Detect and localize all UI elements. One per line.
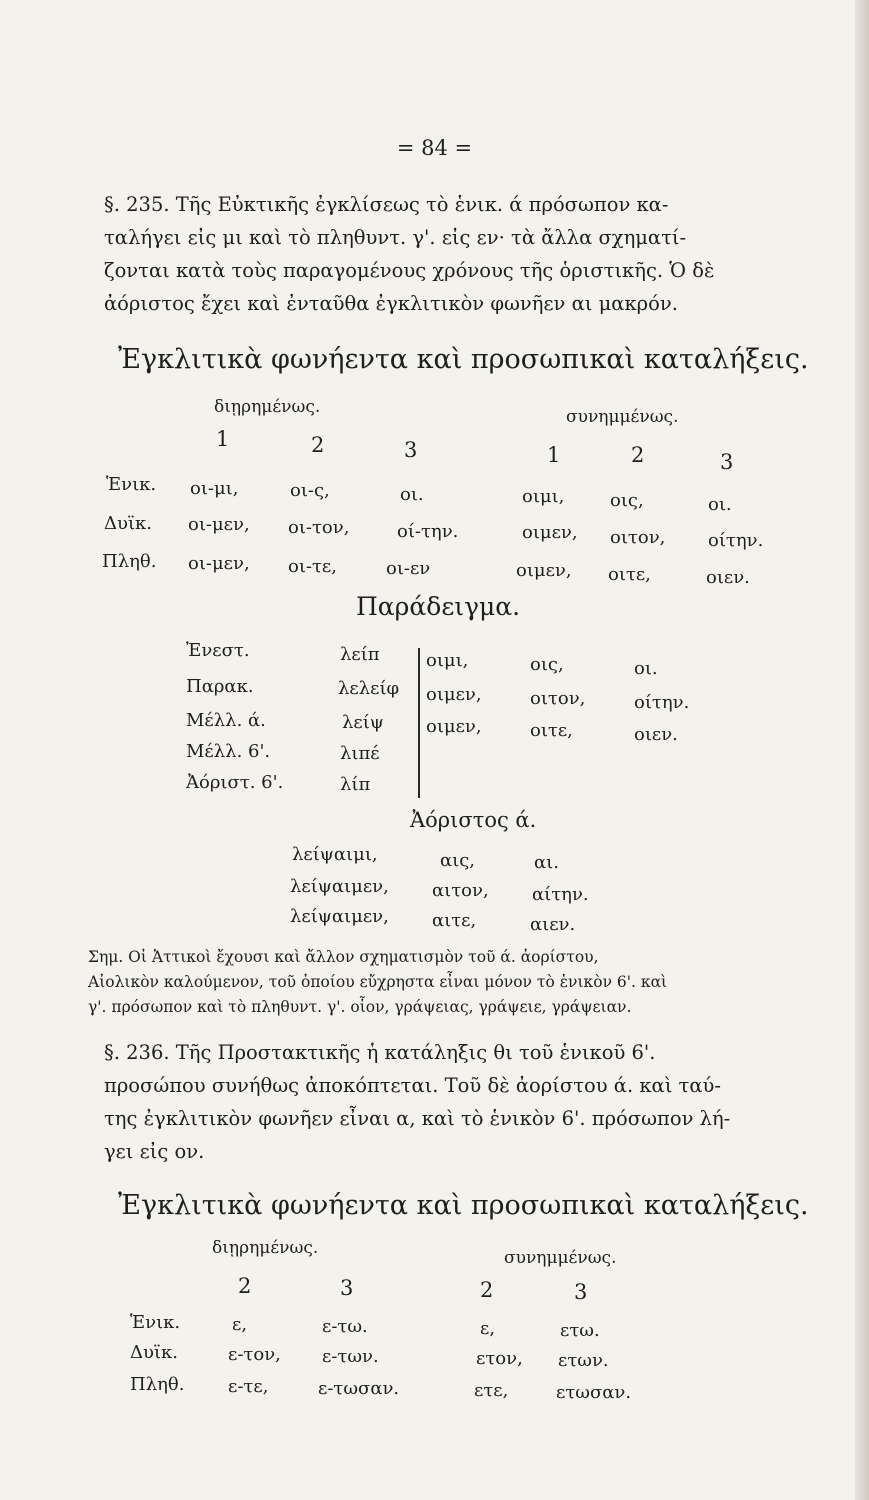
paradigm-bracket	[418, 648, 420, 798]
section-236-paragraph	[104, 1036, 776, 1168]
table1-number: 2	[631, 443, 645, 467]
table2-row-label: Δυϊκ.	[130, 1342, 178, 1363]
text-line: της ἐγκλιτικὸν φωνῆεν εἶναι α, καὶ τὸ ἑνικὸν 6'. πρόσωπον λή-	[104, 1107, 731, 1130]
page-number: = 84 =	[396, 136, 473, 160]
table2-cell: ετω.	[560, 1320, 600, 1341]
paradigm-ending: οιμεν,	[426, 716, 482, 737]
aorist-title: Ἀόριστος ά.	[410, 808, 537, 832]
text-line: γει εἰς ον.	[104, 1140, 205, 1163]
text-line: ζονται κατὰ τοὺς παραγομένους χρόνους τῆς ὁριστικῆς. Ὁ δὲ	[104, 259, 715, 282]
table1-sub-left: διῃρημένως.	[214, 397, 321, 417]
table2-cell: ε-των.	[322, 1346, 379, 1367]
aorist-form: λείψαιμεν,	[290, 906, 389, 927]
note-line: Σημ. Οἱ Ἀττικοὶ ἔχουσι καὶ ἄλλον σχηματισμὸν τοῦ ά. ἀορίστου,	[88, 948, 599, 966]
table1-row-label: Πληθ.	[102, 551, 157, 572]
paradigm-ending: οι.	[634, 658, 658, 679]
table1-row-label: Ἑνικ.	[106, 474, 157, 495]
table2-cell: ε-τον,	[228, 1344, 281, 1365]
table1-cell: οι-εν	[386, 558, 431, 579]
tense-stem: λείπ	[340, 644, 380, 665]
table2-cell: ε-τε,	[228, 1376, 269, 1397]
aorist-form: αιτε,	[432, 910, 477, 931]
table1-number: 1	[547, 443, 561, 467]
tense-label: Ἐνεστ.	[186, 640, 250, 661]
table1-cell: οιτον,	[610, 527, 666, 548]
table2-row-label: Πληθ.	[130, 1374, 185, 1395]
table1-number: 3	[404, 438, 418, 462]
table2-cell: ε,	[480, 1318, 496, 1339]
table2-cell: ετων.	[558, 1350, 609, 1371]
table2-cell: ετωσαν.	[556, 1382, 632, 1403]
tense-label: Ἀόριστ. 6'.	[186, 772, 284, 793]
table1-number: 3	[720, 450, 734, 474]
paradigm-ending: οιμεν,	[426, 684, 482, 705]
paradigm-ending: οις,	[530, 654, 564, 675]
table1-sub-right: συνημμένως.	[566, 407, 679, 427]
aorist-form: λείψαιμι,	[292, 844, 378, 865]
paradigm-ending: οιτε,	[530, 720, 573, 741]
table1-cell: οιτε,	[608, 564, 651, 585]
table1-cell: οις,	[610, 490, 644, 511]
table2-sub-right: συνημμένως.	[504, 1248, 617, 1268]
table2-number: 2	[238, 1274, 252, 1298]
aorist-form: αις,	[440, 850, 476, 871]
table1-cell: οι.	[400, 484, 424, 505]
table1-cell: οι-ς,	[290, 480, 330, 501]
text-line: §. 235. Τῆς Εὐκτικῆς ἐγκλίσεως τὸ ἑνικ. ά πρόσωπον κα-	[104, 193, 669, 216]
paradigm-title: Παράδειγμα.	[356, 592, 521, 621]
table2-heading: Ἐγκλιτικὰ φωνήεντα καὶ προσωπικαὶ καταλήξεις.	[118, 1190, 809, 1221]
aorist-form: λείψαιμεν,	[290, 876, 389, 897]
table2-cell: ε-τω.	[322, 1316, 368, 1337]
table1-number: 2	[311, 433, 325, 457]
tense-stem: λείψ	[342, 712, 384, 733]
table1-cell: οιμεν,	[522, 522, 578, 543]
text-line: §. 236. Τῆς Προστακτικῆς ἡ κατάληξις θι τοῦ ἑνικοῦ 6'.	[104, 1041, 656, 1064]
table1-cell: οιμεν,	[516, 560, 572, 581]
table1-cell: οι-μεν,	[188, 553, 250, 574]
table1-cell: οι.	[708, 494, 732, 515]
table1-cell: οι-μι,	[190, 478, 239, 499]
table2-number: 3	[574, 1280, 588, 1304]
table1-cell: οιεν.	[706, 567, 750, 588]
tense-stem: λίπ	[340, 774, 371, 795]
text-line: ταλήγει εἰς μι καὶ τὸ πληθυντ. γ'. εἰς εν· τὰ ἄλλα σχηματί-	[104, 226, 687, 249]
table1-cell: οι-τον,	[288, 517, 350, 538]
tense-stem: λιπέ	[340, 743, 380, 764]
table2-cell: ε,	[232, 1314, 248, 1335]
table2-number: 2	[480, 1278, 494, 1302]
tense-label: Μέλλ. 6'.	[186, 741, 271, 762]
table2-cell: ε-τωσαν.	[318, 1378, 400, 1399]
table1-row-label: Δυϊκ.	[104, 513, 152, 534]
tense-stem: λελείφ	[338, 678, 400, 699]
table1-cell: οιμι,	[522, 486, 565, 507]
table2-sub-left: διῃρημένως.	[212, 1238, 319, 1258]
table1-cell: οί-την.	[397, 521, 459, 542]
aorist-form: αιτον,	[432, 880, 489, 901]
paradigm-ending: οιτον,	[530, 688, 586, 709]
note-line: Αἰολικὸν καλούμενον, τοῦ ὁποίου εὔχρηστα εἶναι μόνον τὸ ἑνικὸν 6'. καὶ	[88, 973, 668, 991]
text-line: προσώπου συνήθως ἀποκόπτεται. Τοῦ δὲ ἀορίστου ά. καὶ ταύ-	[104, 1074, 721, 1097]
paradigm-ending: οιεν.	[634, 724, 678, 745]
page-edge	[855, 0, 869, 1500]
note-line: γ'. πρόσωπον καὶ τὸ πληθυντ. γ'. οἷον, γράψειας, γράψειε, γράψειαν.	[88, 998, 632, 1016]
aorist-form: αίτην.	[532, 884, 589, 905]
tense-label: Μέλλ. ά.	[186, 710, 266, 731]
table1-heading: Ἐγκλιτικὰ φωνήεντα καὶ προσωπικαὶ καταλήξεις.	[118, 344, 809, 375]
table1-cell: οι-τε,	[288, 556, 337, 577]
paradigm-ending: οίτην.	[634, 692, 690, 713]
table2-cell: ετε,	[474, 1380, 509, 1401]
table2-row-label: Ἑνικ.	[130, 1312, 181, 1333]
table1-cell: οι-μεν,	[188, 514, 250, 535]
aorist-form: αι.	[534, 852, 559, 873]
table2-number: 3	[340, 1276, 354, 1300]
text-line: ἀόριστος ἔχει καὶ ἐνταῦθα ἐγκλιτικὸν φωνῆεν αι μακρόν.	[104, 292, 678, 315]
paradigm-ending: οιμι,	[426, 650, 469, 671]
table1-number: 1	[216, 427, 230, 451]
tense-label: Παρακ.	[186, 676, 254, 697]
table2-cell: ετον,	[476, 1348, 523, 1369]
aorist-form: αιεν.	[530, 914, 576, 935]
section-235-paragraph	[104, 188, 776, 320]
attic-note	[88, 945, 778, 1020]
table1-cell: οίτην.	[708, 530, 764, 551]
